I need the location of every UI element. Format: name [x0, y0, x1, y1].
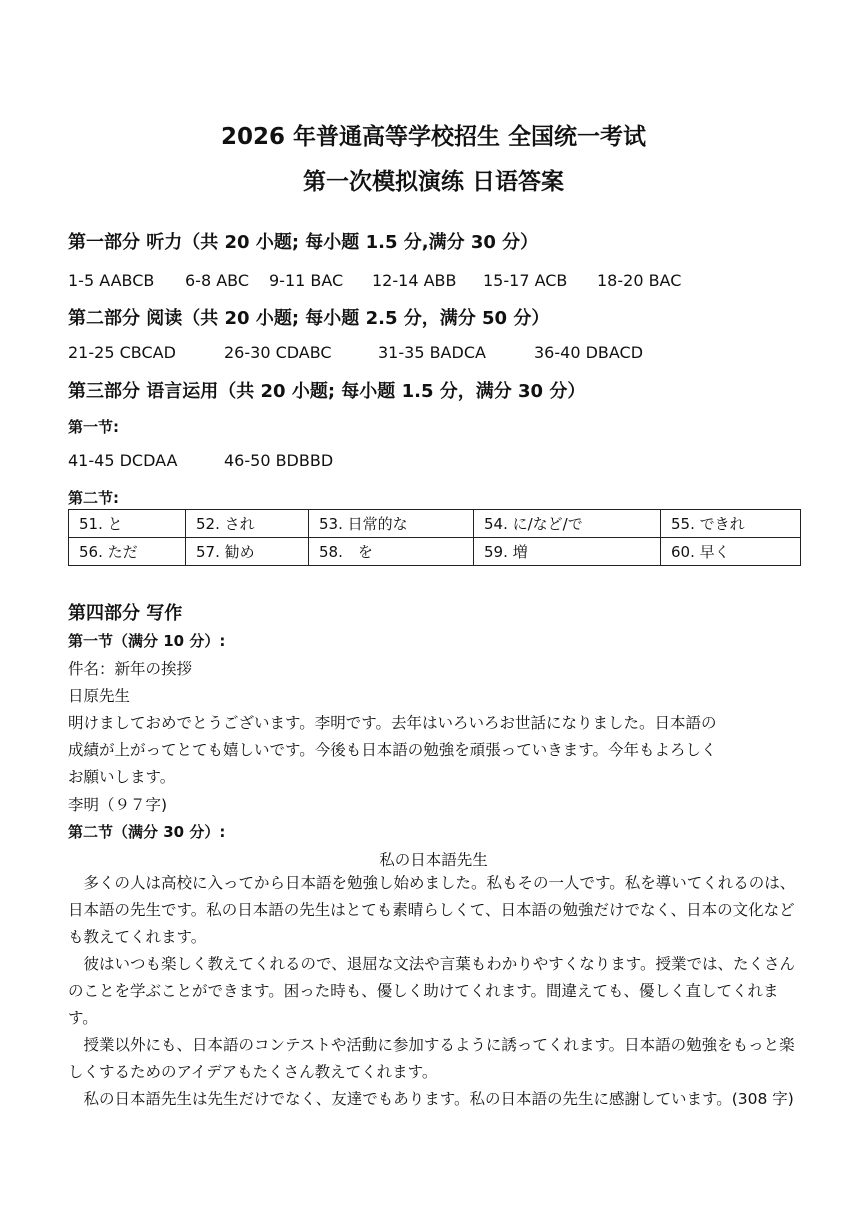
- answer-group: 31-35 BADCA: [378, 343, 486, 362]
- essay-body: [68, 870, 804, 1113]
- answer-group: 36-40 DBACD: [534, 343, 644, 362]
- answer-group: 21-25 CBCAD: [68, 343, 176, 362]
- part1-heading: 第一部分 听力（共 20 小题; 每小题 1.5 分,满分 30 分）: [68, 232, 539, 253]
- letter-addressee: 日原先生: [68, 687, 131, 705]
- answer-group: 9-11 BAC: [269, 271, 344, 290]
- letter-line: 成績が上がってとても嬉しいです。今後も日本語の勉強を頑張っていきます。今年もよろしく: [68, 741, 717, 759]
- essay-paragraph: 多くの人は高校に入ってから日本語を勉強し始めました。私もその一人です。私を導いてくれるのは、日本語の先生です。私の日本語の先生はとても素晴らしくて、日本語の勉強だけでなく、日本の文化なども教えてくれます。: [68, 874, 796, 946]
- letter-signature: 李明（９７字): [68, 796, 168, 814]
- answer-group: 15-17 ACB: [483, 271, 568, 290]
- part4-heading: 第四部分 写作: [68, 603, 183, 624]
- table-cell: 54. に/など/で: [474, 510, 661, 538]
- table-cell: 59. 増: [474, 538, 661, 566]
- answer-group: 26-30 CDABC: [224, 343, 332, 362]
- part3-section1-label: 第一节:: [68, 418, 119, 436]
- page-subtitle: 第一次模拟演练 日语答案: [302, 169, 564, 195]
- table-cell: 53. 日常的な: [309, 510, 474, 538]
- answer-group: 41-45 DCDAA: [68, 451, 178, 470]
- part3-section2-label: 第二节:: [68, 489, 119, 507]
- table-row: [69, 510, 801, 538]
- letter-subject: 件名：新年の挨拶: [68, 660, 193, 678]
- part4-section2-label: 第二节（满分 30 分）:: [68, 823, 226, 841]
- part3-section1-answers: [68, 451, 333, 470]
- answer-group: 12-14 ABB: [372, 271, 457, 290]
- answer-group: 46-50 BDBBD: [224, 451, 334, 470]
- answer-group: 6-8 ABC: [185, 271, 250, 290]
- part2-heading: 第二部分 阅读（共 20 小题; 每小题 2.5 分，满分 50 分）: [68, 308, 550, 329]
- letter-line: お願いします。: [68, 768, 176, 786]
- answer-group: 1-5 AABCB: [68, 271, 155, 290]
- table-row: [69, 538, 801, 566]
- table-cell: 60. 早く: [661, 538, 801, 566]
- part1-answers: [68, 271, 681, 290]
- part2-answers: [68, 343, 643, 362]
- essay-paragraph: 彼はいつも楽しく教えてくれるので、退屈な文法や言葉もわかりやすくなります。授業では、たくさんのことを学ぶことができます。困った時も、優しく助けてくれます。間違えても、優しく直してくれます。: [68, 955, 795, 1027]
- table-cell: 58. を: [309, 538, 474, 566]
- table-cell: 52. され: [186, 510, 309, 538]
- table-cell: 51. と: [69, 510, 186, 538]
- letter-line: 明けましておめでとうございます。李明です。去年はいろいろお世話になりました。日本語の: [68, 714, 717, 732]
- table-cell: 57. 勧め: [186, 538, 309, 566]
- table-cell: 55. できれ: [661, 510, 801, 538]
- table-cell: 56. ただ: [69, 538, 186, 566]
- page-title: 2026 年普通高等学校招生 全国统一考试: [220, 124, 647, 150]
- part3-heading: 第三部分 语言运用（共 20 小题; 每小题 1.5 分，满分 30 分）: [68, 381, 586, 402]
- essay-paragraph: 授業以外にも、日本語のコンテストや活動に参加するように誘ってくれます。日本語の勉強をもっと楽しくするためのアイデアもたくさん教えてくれます。: [68, 1036, 795, 1081]
- cloze-answer-table: [68, 509, 801, 566]
- part4-section1-label: 第一节（满分 10 分）:: [68, 632, 226, 650]
- answer-group: 18-20 BAC: [597, 271, 682, 290]
- essay-paragraph: 私の日本語先生は先生だけでなく、友達でもあります。私の日本語の先生に感謝しています。(308 字): [83, 1090, 794, 1108]
- essay-title: 私の日本語先生: [379, 851, 488, 869]
